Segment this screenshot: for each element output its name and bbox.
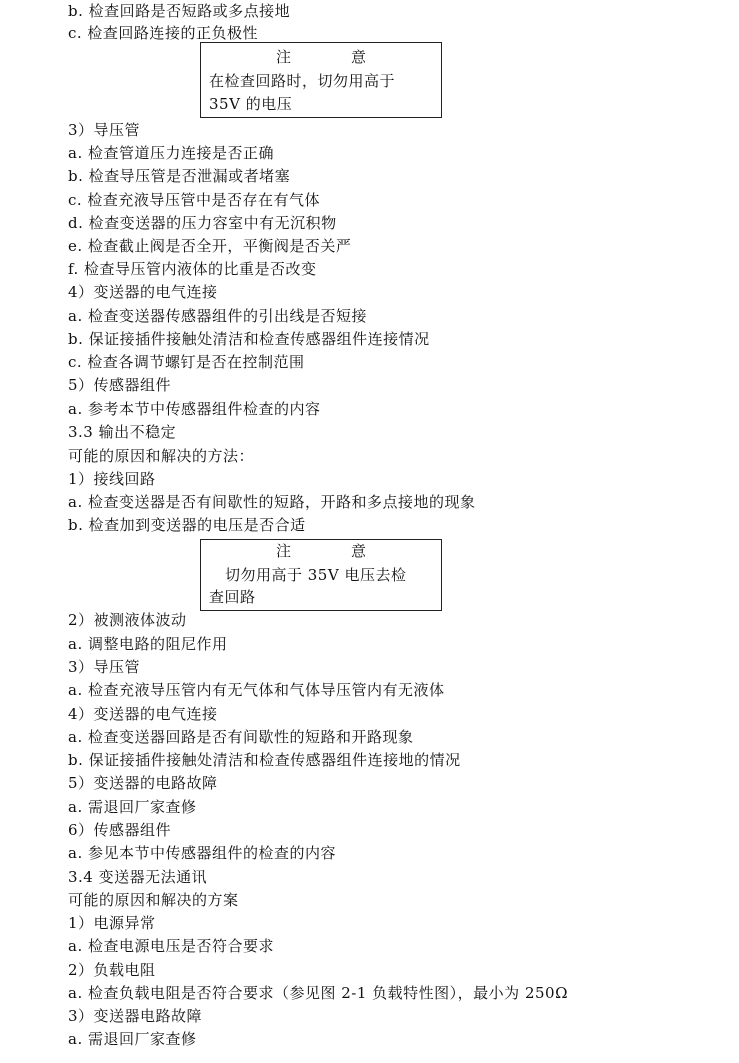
text-line: c. 检查各调节螺钉是否在控制范围 <box>68 353 305 371</box>
section-heading: 3）导压管 <box>68 658 141 676</box>
chapter-heading: 3.3 输出不稳定 <box>68 423 177 441</box>
warning-note-box <box>200 539 442 611</box>
text-line: e. 检查截止阀是否全开，平衡阀是否关严 <box>68 237 352 255</box>
chapter-heading: 3.4 变送器无法通讯 <box>68 868 208 886</box>
text-line: c. 检查回路连接的正负极性 <box>68 24 258 42</box>
text-line: a. 参见本节中传感器组件的检查的内容 <box>68 844 336 862</box>
note-title: 注意 <box>275 48 426 66</box>
text-line: c. 检查充液导压管中是否存在有气体 <box>68 191 320 209</box>
text-line: b. 检查加到变送器的电压是否合适 <box>68 516 306 534</box>
section-heading: 3）变送器电路故障 <box>68 1007 203 1025</box>
text-line: d. 检查变送器的压力容室中有无沉积物 <box>68 214 337 232</box>
text-line: f. 检查导压管内液体的比重是否改变 <box>68 260 317 278</box>
text-line: 可能的原因和解决的方案 <box>68 891 239 909</box>
note-text: 切勿用高于 35V 电压去检 <box>225 566 407 584</box>
section-heading: 4）变送器的电气连接 <box>68 283 218 301</box>
section-heading: 5）传感器组件 <box>68 376 172 394</box>
section-heading: 1）电源异常 <box>68 914 156 932</box>
note-text: 在检查回路时，切勿用高于 <box>209 72 396 90</box>
text-line: b. 检查回路是否短路或多点接地 <box>68 2 291 20</box>
text-line: a. 检查充液导压管内有无气体和气体导压管内有无液体 <box>68 681 445 699</box>
text-line: b. 检查导压管是否泄漏或者堵塞 <box>68 167 291 185</box>
text-line: b. 保证接插件接触处清洁和检查传感器组件连接情况 <box>68 330 430 348</box>
note-title: 注意 <box>275 542 426 560</box>
text-line: a. 检查电源电压是否符合要求 <box>68 937 274 955</box>
text-line: a. 调整电路的阻尼作用 <box>68 635 228 653</box>
text-line: b. 保证接插件接触处清洁和检查传感器组件连接地的情况 <box>68 751 461 769</box>
text-line: a. 检查管道压力连接是否正确 <box>68 144 274 162</box>
text-line: a. 需退回厂家查修 <box>68 798 197 816</box>
section-heading: 5）变送器的电路故障 <box>68 774 218 792</box>
text-line: a. 检查负载电阻是否符合要求（参见图 2-1 负载特性图），最小为 250Ω <box>68 984 569 1002</box>
section-heading: 2）负载电阻 <box>68 961 156 979</box>
section-heading: 4）变送器的电气连接 <box>68 705 218 723</box>
section-heading: 1）接线回路 <box>68 470 156 488</box>
section-heading: 2）被测液体波动 <box>68 611 187 629</box>
section-heading: 6）传感器组件 <box>68 821 172 839</box>
text-line: 可能的原因和解决的方法： <box>68 447 255 465</box>
text-line: a. 检查变送器传感器组件的引出线是否短接 <box>68 307 367 325</box>
warning-note-box <box>200 42 442 118</box>
text-line: a. 检查变送器回路是否有间歇性的短路和开路现象 <box>68 728 414 746</box>
text-line: a. 检查变送器是否有间歇性的短路，开路和多点接地的现象 <box>68 493 476 511</box>
text-line: a. 参考本节中传感器组件检查的内容 <box>68 400 321 418</box>
text-line: a. 需退回厂家查修 <box>68 1030 197 1048</box>
section-heading: 3）导压管 <box>68 121 141 139</box>
note-text: 查回路 <box>209 588 256 606</box>
note-text: 35V 的电压 <box>209 95 293 113</box>
